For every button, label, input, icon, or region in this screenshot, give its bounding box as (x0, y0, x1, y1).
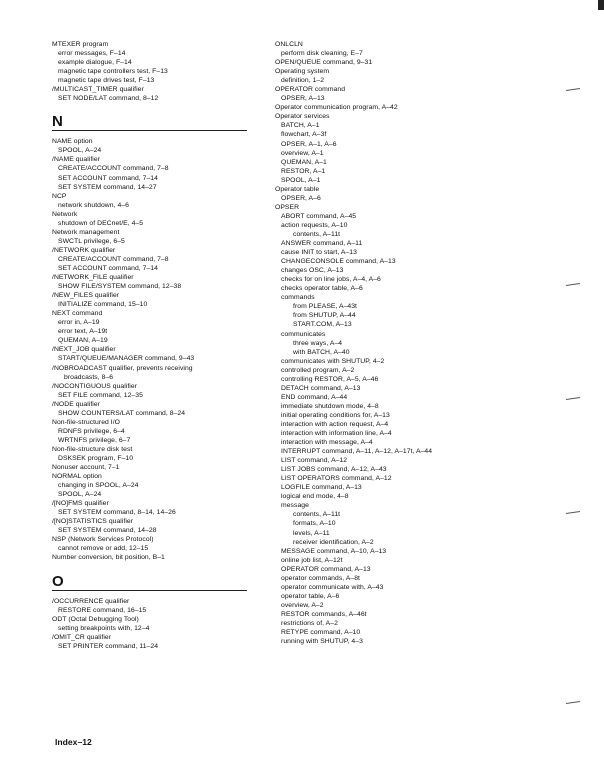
left-index-column (52, 40, 257, 651)
index-entry: /NODE qualifier (52, 400, 100, 408)
index-subentry: changes OSC, A–13 (281, 267, 344, 275)
index-subentry: END command, A–44 (281, 393, 348, 401)
index-subentry: operator communicate with, A–43 (281, 583, 384, 591)
page-number: Index–12 (55, 737, 92, 747)
index-entry: /NETWORK qualifier (52, 246, 116, 254)
index-subentry: running with SHUTUP, 4–3 (281, 638, 363, 646)
index-entry: /NETWORK_FILE qualifier (52, 274, 134, 282)
index-entry: /NEXT_JOB qualifier (52, 346, 116, 354)
index-subentry: initial operating conditions for, A–13 (281, 411, 390, 419)
index-subentry: LIST OPERATORS command, A–12 (281, 475, 392, 483)
index-subentry: logical end mode, 4–8 (281, 493, 349, 501)
index-subentry: SET NODE/LAT command, 8–12 (58, 95, 159, 103)
index-subentry: magnetic tape controllers test, F–13 (58, 68, 168, 76)
index-subentry: cause INIT to start, A–13 (281, 249, 357, 257)
index-subentry: contents, A–11t (293, 511, 341, 519)
index-subentry: interaction with information line, A–4 (281, 430, 392, 438)
margin-mark (566, 701, 580, 704)
index-entry: NORMAL option (52, 473, 102, 481)
corner-mark (598, 0, 604, 10)
index-entry: /MULTICAST_TIMER qualifier (52, 86, 144, 94)
index-entry: Operator communication program, A–42 (275, 104, 398, 112)
index-entry: Number conversion, bit position, B–1 (52, 554, 165, 562)
section-letter: N (52, 113, 63, 131)
index-entry: /NAME qualifier (52, 156, 100, 164)
index-subentry: OPSER, A–6 (281, 194, 321, 202)
index-entry: /NOCONTIGUOUS qualifier (52, 382, 137, 390)
index-subentry: SHOW FILE/SYSTEM command, 12–38 (58, 283, 182, 291)
index-entry: NEXT command (52, 310, 103, 318)
index-subentry: QUEMAN, A–19 (58, 337, 108, 345)
index-subentry: cannot remove or add, 12–15 (58, 545, 149, 553)
index-subentry: error text, A–19t (58, 328, 108, 336)
index-subentry: SPOOL, A–24 (58, 491, 102, 499)
index-subentry: OPERATOR command, A–13 (281, 565, 371, 573)
index-subentry: RETYPE command, A–10 (281, 629, 361, 637)
index-subentry: MESSAGE command, A–10, A–13 (281, 547, 387, 555)
index-subentry: communicates with SHUTUP, 4–2 (281, 357, 385, 365)
index-subentry: CHANGECONSOLE command, A–13 (281, 258, 396, 266)
index-subentry: broadcasts, 8–6 (64, 373, 114, 381)
index-subentry: SET ACCOUNT command, 7–14 (58, 264, 158, 272)
index-subentry: operator commands, A–8t (281, 574, 360, 582)
index-subentry: levels, A–11 (293, 529, 330, 537)
index-subentry: SET SYSTEM command, 14–28 (58, 527, 157, 535)
index-subentry: LOGFILE command, A–13 (281, 484, 362, 492)
index-subentry: overview, A–2 (281, 601, 324, 609)
index-subentry: SET ACCOUNT command, 7–14 (58, 174, 158, 182)
index-subentry: RESTOR commands, A–46t (281, 610, 367, 618)
index-subentry: RESTORE command, 16–15 (58, 606, 147, 614)
index-subentry: CREATE/ACCOUNT command, 7–8 (58, 255, 169, 263)
index-subentry: from PLEASE, A–43t (293, 303, 357, 311)
index-subentry: controlled program, A–2 (281, 366, 355, 374)
section-rule (52, 130, 247, 131)
index-subentry: START/QUEUE/MANAGER command, 9–43 (58, 355, 195, 363)
index-subentry: RDNFS privilege, 6–4 (58, 427, 125, 435)
index-subentry: setting breakpoints with, 12–4 (58, 624, 150, 632)
index-subentry: INITIALIZE command, 15–10 (58, 301, 148, 309)
index-subentry: checks for on line jobs, A–4, A–6 (281, 276, 381, 284)
index-entry: NAME option (52, 138, 93, 146)
margin-mark (566, 283, 580, 286)
index-entry: ONLCLN (275, 41, 303, 48)
index-subentry: interaction with message, A–4 (281, 439, 373, 447)
index-subentry: changing in SPOOL, A–24 (58, 482, 139, 490)
index-subentry: action requests, A–10 (281, 221, 348, 229)
index-subentry: from SHUTUP, A–44 (293, 312, 356, 320)
index-entry: NSP (Network Services Protocol) (52, 536, 154, 544)
index-subentry: flowchart, A–3f (281, 131, 327, 139)
section-rule (52, 590, 247, 591)
index-subentry: OPSER, A–13 (281, 95, 325, 103)
index-entry: OPEN/QUEUE command, 9–31 (275, 59, 373, 67)
index-subentry: shutdown of DECnet/E, 4–5 (58, 219, 144, 227)
index-subentry: perform disk cleaning, E–7 (281, 50, 363, 58)
index-subentry: SET SYSTEM command, 14–27 (58, 183, 157, 191)
index-subentry: interaction with action request, A–4 (281, 420, 389, 428)
index-subentry: ABORT command, A–45 (281, 212, 357, 220)
index-subentry: DSKSEK program, F–10 (58, 454, 134, 462)
index-subentry: CREATE/ACCOUNT command, 7–8 (58, 165, 169, 173)
index-subentry: RESTOR, A–1 (281, 167, 326, 175)
index-subentry: three ways, A–4 (293, 339, 343, 347)
index-subentry: INTERRUPT command, A–11, A–12, A–17t, A–44 (281, 448, 433, 456)
index-entry: NCP (52, 192, 67, 200)
index-subentry: SET PRINTER command, 11–24 (58, 642, 159, 650)
margin-mark (566, 511, 580, 514)
index-subentry: commands (281, 294, 315, 302)
index-entry: ODT (Octal Debugging Tool) (52, 615, 139, 623)
index-subentry: checks operator table, A–6 (281, 285, 363, 293)
index-subentry: SWCTL privilege, 6–5 (58, 237, 125, 245)
index-entry: OPERATOR command (275, 86, 346, 94)
index-entry: /OMIT_CR qualifier (52, 633, 112, 641)
index-entry: Operating system (275, 68, 330, 76)
index-entry: /NOBROADCAST qualifier, prevents receiving (52, 364, 193, 372)
index-subentry: BATCH, A–1 (281, 122, 320, 130)
index-subentry: example dialogue, F–14 (58, 59, 132, 67)
index-subentry: SPOOL, A–24 (58, 147, 102, 155)
index-subentry: SHOW COUNTERS/LAT command, 8–24 (58, 409, 186, 417)
index-subentry: SET FILE command, 12–35 (58, 391, 143, 399)
index-entry: Non-file-structured I/O (52, 418, 121, 426)
index-subentry: network shutdown, 4–6 (58, 201, 129, 209)
index-subentry: communicates (281, 330, 326, 338)
index-entry: /NEW_FILES qualifier (52, 292, 120, 300)
index-subentry: operator table, A–6 (281, 592, 340, 600)
index-subentry: overview, A–1 (281, 149, 324, 157)
index-entry: /OCCURRENCE qualifier (52, 597, 130, 605)
index-subentry: restrictions of, A–2 (281, 620, 338, 627)
index-entry: Operator services (275, 113, 330, 121)
index-entry: Operator table (275, 185, 320, 193)
index-subentry: WRTNFS privilege, 6–7 (58, 436, 131, 444)
index-subentry: formats, A–10 (293, 520, 336, 528)
index-entry: /[NO]STATISTICS qualifier (52, 518, 134, 526)
index-subentry: OPSER, A–1, A–6 (281, 140, 337, 148)
index-subentry: controlling RESTOR, A–5, A–46 (281, 375, 379, 383)
index-subentry: contents, A–11t (293, 230, 341, 238)
index-entry: Network management (52, 228, 120, 236)
margin-mark (566, 397, 580, 400)
index-subentry: SET SYSTEM command, 8–14, 14–26 (58, 509, 176, 517)
index-subentry: magnetic tape drives test, F–13 (58, 77, 155, 85)
index-entry: Nonuser account, 7–1 (52, 464, 120, 472)
right-index-column (275, 40, 490, 646)
index-subentry: DETACH command, A–13 (281, 384, 361, 392)
index-entry: MTEXER program (52, 41, 109, 48)
index-subentry: receiver identification, A–2 (293, 538, 374, 546)
index-subentry: online job list, A–12t (281, 556, 343, 564)
section-letter: O (52, 572, 64, 590)
index-entry: Network (52, 210, 78, 218)
index-subentry: error messages, F–14 (58, 50, 126, 58)
index-subentry: definition, 1–2 (281, 77, 325, 85)
index-subentry: LIST JOBS command, A–12, A–43 (281, 466, 387, 474)
index-subentry: message (281, 502, 309, 510)
index-entry: Non-file-structure disk test (52, 445, 133, 453)
index-subentry: SPOOL, A–1 (281, 176, 321, 184)
index-subentry: immediate shutdown mode, 4–8 (281, 402, 379, 410)
index-subentry: ANSWER command, A–11 (281, 240, 363, 248)
index-subentry: error in, A–19 (58, 319, 100, 327)
margin-mark (566, 88, 580, 91)
index-subentry: QUEMAN, A–1 (281, 158, 327, 166)
index-subentry: with BATCH, A–40 (293, 348, 350, 356)
index-subentry: LIST command, A–12 (281, 457, 348, 465)
index-entry: /[NO]FMS qualifier (52, 500, 109, 508)
index-subentry: START.COM, A–13 (293, 321, 352, 329)
index-entry: OPSER (275, 203, 300, 211)
